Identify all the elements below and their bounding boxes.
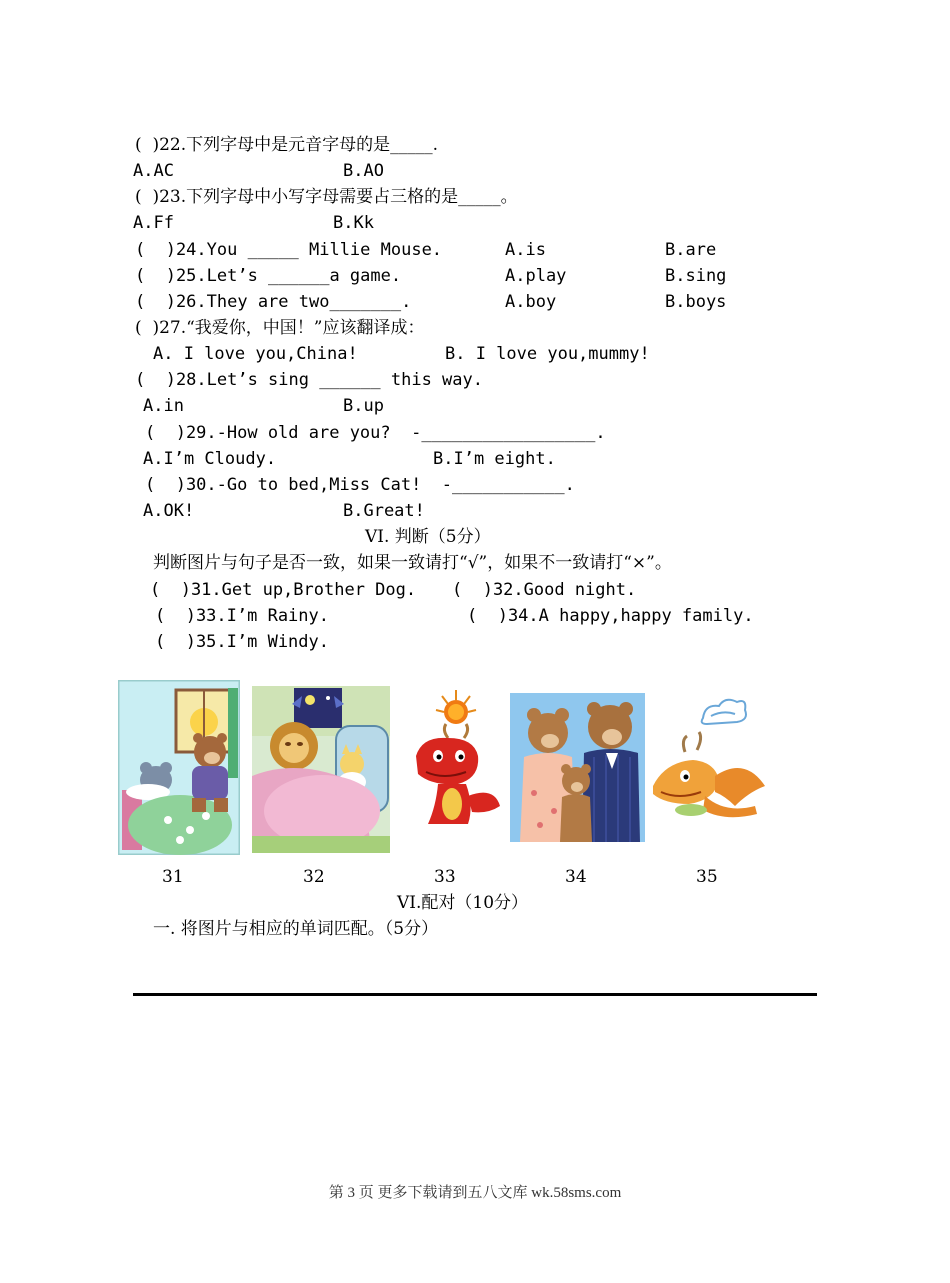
q25-text: ( )25.Let’s ______a game. — [135, 266, 402, 286]
q32-text: ( )32.Good night. — [452, 580, 637, 600]
q25-option-a: A.play — [505, 266, 567, 286]
q29-text: ( )29.-How old are you? -_________________. — [145, 423, 606, 443]
q30-option-a: A.OK! — [143, 501, 195, 521]
q22-text: ( )22.下列字母中是元音字母的是_____. — [135, 135, 439, 155]
section-match-title: VI.配对（10分） — [397, 893, 529, 913]
picture-33-dragon-sun — [408, 686, 504, 829]
picture-31-bear-waking-mouse — [118, 680, 240, 855]
q22-option-a: A.AC — [133, 161, 174, 181]
q24-option-b: B.are — [665, 240, 717, 260]
q33-text: ( )33.I’m Rainy. — [155, 606, 329, 626]
q25-option-b: B.sing — [665, 266, 727, 286]
q24-text: ( )24.You _____ Millie Mouse. — [135, 240, 443, 260]
page-footer: 第 3 页 更多下载请到五八文库 wk.58sms.com — [328, 1185, 622, 1201]
picture-label-33: 33 — [434, 867, 456, 887]
picture-35-dragon-wind — [645, 696, 767, 823]
q23-option-a: A.Ff — [133, 213, 174, 233]
section-match-subtitle: 一. 将图片与相应的单词匹配。（5分） — [153, 919, 439, 939]
horizontal-rule — [133, 993, 817, 996]
q27-text: ( )27.“我爱你，中国！”应该翻译成： — [135, 318, 425, 338]
q26-text: ( )26.They are two_______. — [135, 292, 412, 312]
picture-label-32: 32 — [303, 867, 325, 887]
section-judge-instruction: 判断图片与句子是否一致，如果一致请打“√”，如果不一致请打“×”。 — [153, 553, 672, 573]
picture-label-31: 31 — [162, 867, 184, 887]
q27-option-b: B. I love you,mummy! — [445, 344, 650, 364]
q27-option-a: A. I love you,China! — [153, 344, 358, 364]
section-judge-title: VI. 判断（5分） — [365, 527, 491, 547]
q23-option-b: B.Kk — [333, 213, 374, 233]
q24-option-a: A.is — [505, 240, 546, 260]
q35-text: ( )35.I’m Windy. — [155, 632, 329, 652]
q29-option-b: B.I’m eight. — [433, 449, 556, 469]
picture-32-lion-cat-sleeping — [252, 686, 390, 853]
picture-label-35: 35 — [696, 867, 718, 887]
picture-label-34: 34 — [565, 867, 587, 887]
q30-option-b: B.Great! — [343, 501, 425, 521]
picture-34-bear-family — [510, 693, 645, 842]
q34-text: ( )34.A happy,happy family. — [467, 606, 754, 626]
q23-text: ( )23.下列字母中小写字母需要占三格的是_____。 — [135, 187, 518, 207]
q30-text: ( )30.-Go to bed,Miss Cat! -___________. — [145, 475, 575, 495]
q28-option-b: B.up — [343, 396, 384, 416]
q28-option-a: A.in — [143, 396, 184, 416]
q22-option-b: B.AO — [343, 161, 384, 181]
q31-text: ( )31.Get up,Brother Dog. — [150, 580, 417, 600]
q26-option-b: B.boys — [665, 292, 727, 312]
q28-text: ( )28.Let’s sing ______ this way. — [135, 370, 483, 390]
q26-option-a: A.boy — [505, 292, 557, 312]
q29-option-a: A.I’m Cloudy. — [143, 449, 277, 469]
